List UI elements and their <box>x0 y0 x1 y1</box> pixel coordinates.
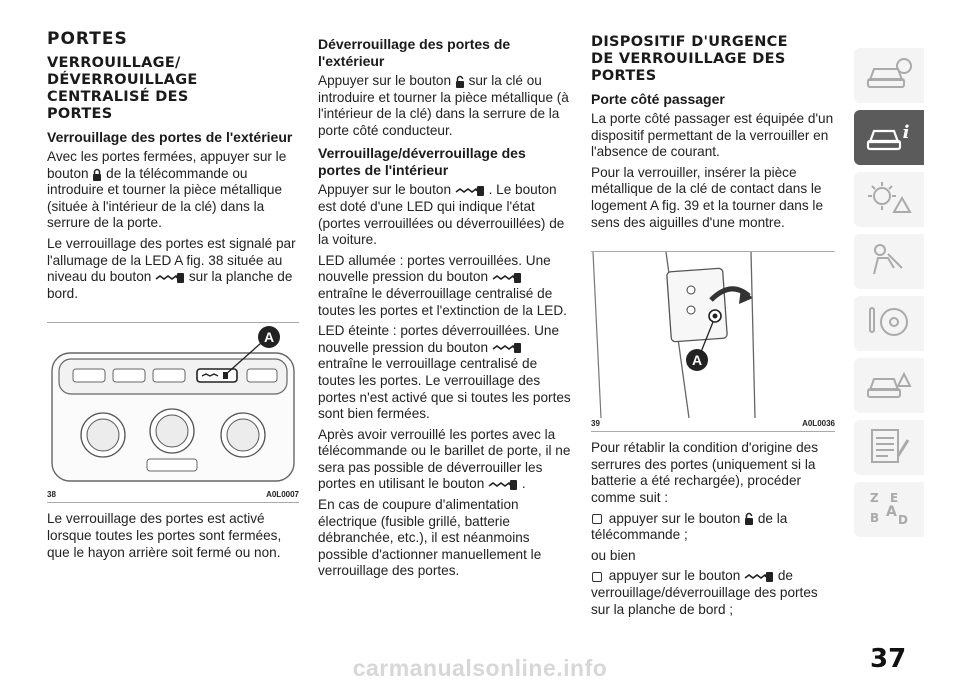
section-title-central-locking <box>47 55 299 123</box>
alphabetical-index-icon <box>864 488 914 528</box>
svg-text:Z: Z <box>870 491 879 505</box>
subheading-unlock-outside: Déverrouillage des portes de l'extérieur <box>318 36 511 69</box>
text: entraîne le déverrouillage centralisé de toutes les portes et l'extinction de la LED. <box>318 285 567 318</box>
chapter-tabs-sidebar <box>854 48 924 544</box>
figure-callout-label: A <box>263 329 275 346</box>
lock-key-icon <box>492 342 522 354</box>
text: appuyer sur le bouton <box>608 510 741 526</box>
door-lock-figure <box>591 252 835 418</box>
tab-warning-lights[interactable] <box>854 172 924 227</box>
watermark: carmanualsonline.info <box>352 655 608 681</box>
section-title-line: CENTRALISÉ DES <box>47 89 189 105</box>
paragraph: ou bien <box>591 547 636 563</box>
paragraph <box>318 73 571 139</box>
section-title-line: PORTES <box>591 68 657 84</box>
section-title-line: VERROUILLAGE/ <box>47 55 181 71</box>
paragraph: La porte côté passager est équipée d'un dispositif permettant de la verrouiller en l'absence de courant. <box>591 111 834 160</box>
figure-code: A0L0036 <box>802 419 835 429</box>
checkbox-bullet-icon <box>592 572 602 582</box>
paragraph <box>318 253 571 319</box>
figure-caption <box>591 418 835 432</box>
tab-emergency[interactable] <box>854 358 924 413</box>
text: Appuyer sur le bouton <box>318 182 452 198</box>
lock-key-icon <box>455 185 485 197</box>
figure-39 <box>591 251 835 418</box>
tab-starting-driving[interactable] <box>854 296 924 351</box>
padlock-icon <box>92 168 102 181</box>
lock-key-icon <box>492 272 522 284</box>
padlock-open-icon <box>455 75 465 88</box>
paragraph <box>318 323 571 423</box>
text: Appuyer sur le bouton <box>318 73 452 88</box>
paragraph: En cas de coupure d'alimentation électrique (fusible grillé, batterie débranchée, etc.), il est néanmoins possible d'actionner manuellement le verrouillage des portes. <box>318 497 542 579</box>
figure-number: 38 <box>47 490 56 500</box>
text: . <box>521 476 526 492</box>
page-number: 37 <box>870 644 907 674</box>
text: . Le bouton est doté d'une LED qui indique l'état (portes verrouillées ou déverrouillées) de la voiture. <box>318 182 565 248</box>
figure-code: A0L0007 <box>266 490 299 500</box>
text: appuyer sur le bouton <box>608 568 741 584</box>
figure-number: 39 <box>591 419 600 429</box>
subheading-passenger-door: Porte côté passager <box>591 91 725 107</box>
text: sur la clé ou introduire et tourner la pièce métallique (à l'intérieur de la clé) dans la serrure de la porte côté conducteur. <box>318 73 569 138</box>
section-title-line: DÉVERROUILLAGE <box>47 72 198 88</box>
maintenance-list-icon <box>864 426 914 466</box>
subheading-lock-inside: Verrouillage/déverrouillage des portes de l'intérieur <box>318 145 526 179</box>
starting-driving-icon <box>864 302 914 342</box>
paragraph <box>318 182 571 248</box>
section-title-emergency-lock <box>591 34 835 85</box>
subheading-lock-outside: Verrouillage des portes de l'extérieur <box>47 129 293 145</box>
figure-38 <box>47 322 299 489</box>
dashboard-figure <box>47 323 299 489</box>
text: entraîne le verrouillage centralisé de toutes les portes. Le verrouillage des portes n'est activé que si toutes les portes sont bien fermées. <box>318 356 571 422</box>
text: LED allumée : portes verrouillées. Une nouvelle pression du bouton <box>318 252 551 285</box>
svg-text:A: A <box>886 504 897 520</box>
warning-lights-icon <box>864 178 914 218</box>
text: LED éteinte : portes déverrouillées. Une nouvelle pression du bouton <box>318 323 560 355</box>
safety-airbag-icon <box>864 240 914 280</box>
column-2 <box>318 30 571 584</box>
paragraph: Pour rétablir la condition d'origine des serrures des portes (uniquement si la batterie a été rechargée), procéder comme suit : <box>591 440 819 505</box>
svg-text:B: B <box>870 511 880 525</box>
column-1 <box>47 30 299 565</box>
text: de la télécommande ou introduire et tourner la pièce métallique (située à l'intérieur de la clé) dans la serrure de la porte. <box>47 165 283 231</box>
lock-key-icon <box>155 272 185 284</box>
section-title-line: PORTES <box>47 106 113 122</box>
figure-caption <box>47 489 299 503</box>
lock-key-icon <box>488 479 518 491</box>
car-dashboard-icon <box>864 116 914 156</box>
car-info-icon <box>864 54 914 94</box>
paragraph <box>318 427 571 493</box>
column-3 <box>591 30 835 622</box>
paragraph <box>47 149 299 232</box>
chapter-title: PORTES <box>47 29 128 49</box>
section-title-line: DE VERROUILLAGE DES <box>591 51 786 67</box>
bullet-item <box>591 568 835 618</box>
paragraph: Le verrouillage des portes est activé lorsque toutes les portes sont fermées, que le hayon arrière soit fermé ou non. <box>47 511 282 560</box>
section-title-line: DISPOSITIF D'URGENCE <box>591 34 788 50</box>
tab-safety[interactable] <box>854 234 924 289</box>
tab-maintenance[interactable] <box>854 420 924 475</box>
tab-car-info[interactable] <box>854 48 924 103</box>
text: Après avoir verrouillé les portes avec la télécommande ou le barillet de porte, il ne sera pas possible de déverrouiller les portes en utilisant le bouton <box>318 426 571 492</box>
text: de la télécommande ; <box>591 510 788 543</box>
paragraph: Pour la verrouiller, insérer la pièce métallique de la clé de contact dans le logement A fig. 39 et la tourner dans le sens des aiguilles d'une montre. <box>591 164 824 230</box>
text: Le verrouillage des portes est signalé par l'allumage de la LED A fig. 38 située au niveau du bouton <box>47 235 296 285</box>
svg-text:D: D <box>898 513 908 527</box>
text: de verrouillage/déverrouillage des portes sur la planche de bord ; <box>591 568 818 617</box>
text: sur la planche de bord. <box>47 269 293 301</box>
figure-callout-label: A <box>691 352 703 369</box>
tab-index[interactable] <box>854 482 924 537</box>
checkbox-bullet-icon <box>592 514 602 524</box>
svg-text:E: E <box>890 491 899 505</box>
svg-text:i: i <box>902 122 910 143</box>
paragraph <box>47 236 299 302</box>
lock-key-icon <box>744 571 774 583</box>
tab-car-dashboard[interactable] <box>854 110 924 165</box>
padlock-open-icon <box>744 512 754 525</box>
emergency-car-icon <box>864 364 914 404</box>
bullet-item <box>591 511 835 544</box>
text: Avec les portes fermées, appuyer sur le bouton <box>47 149 287 181</box>
